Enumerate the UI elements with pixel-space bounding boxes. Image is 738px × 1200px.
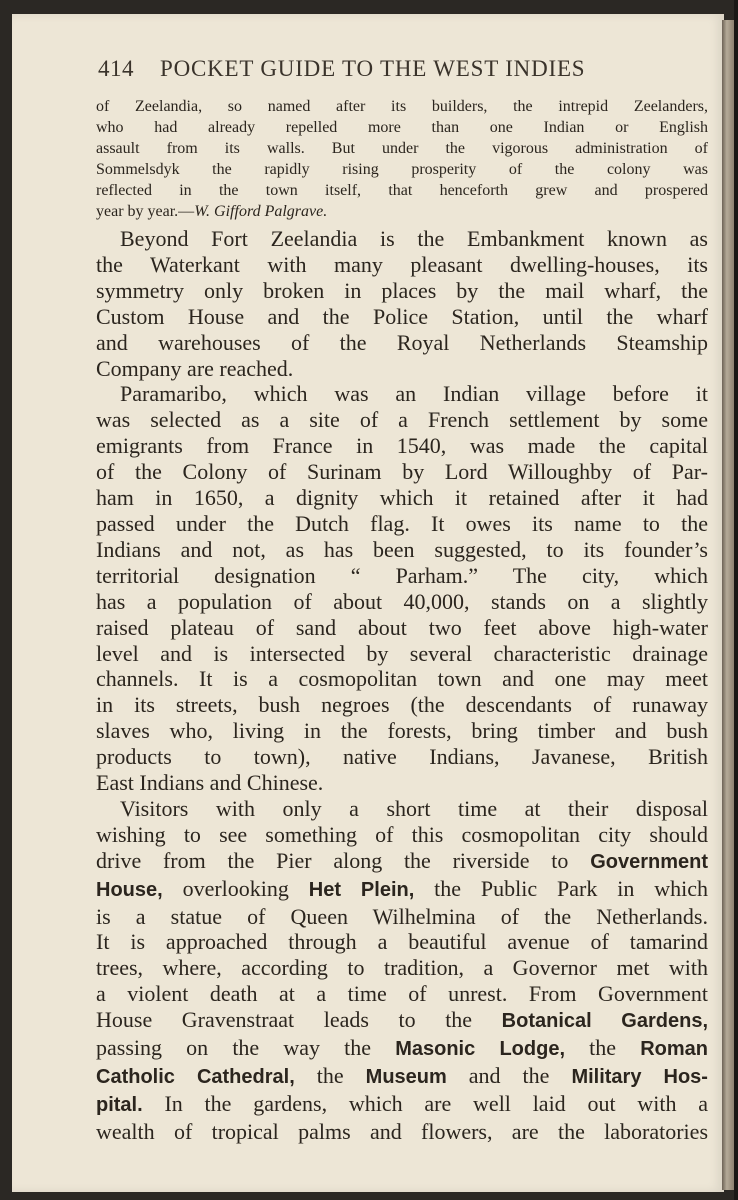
paragraph-line: symmetry only broken in places by the mail wharf, the xyxy=(96,277,708,303)
paragraph-line: was selected as a site of a French settlement by some xyxy=(96,407,708,433)
text-run: overlooking xyxy=(162,875,309,901)
text-run: House Gravenstraat leads to the xyxy=(96,1007,502,1033)
paragraph-line: of the Colony of Surinam by Lord Willoughby of Par- xyxy=(96,459,708,485)
extract-line-text: year by year.— xyxy=(96,203,195,220)
place-name-botanical-gardens: Botanical Gardens, xyxy=(501,1010,709,1033)
paragraph-line xyxy=(96,876,708,904)
paragraph-line: emigrants from France in 1540, was made the capital xyxy=(96,433,708,459)
place-name-masonic-lodge: Masonic Lodge, xyxy=(395,1038,566,1061)
paragraph-line: Company are reached. xyxy=(96,355,294,381)
page-number: 414 xyxy=(98,56,134,81)
text-run: drive from the Pier along the riverside to xyxy=(96,847,591,873)
paragraph-line: Custom House and the Police Station, until the wharf xyxy=(96,303,708,329)
text-run: In the gardens, which are well laid out with a xyxy=(142,1090,708,1116)
page-edge xyxy=(734,0,738,1200)
paragraph-line: East Indians and Chinese. xyxy=(96,770,324,796)
paragraph-line: territorial designation “ Parham.” The city, which xyxy=(96,562,708,588)
extract-last-line xyxy=(96,201,708,222)
running-title: POCKET GUIDE TO THE WEST INDIES xyxy=(160,56,586,81)
paragraph-line: channels. It is a cosmopolitan town and one may meet xyxy=(96,666,708,692)
paragraph-line: Beyond Fort Zeelandia is the Embankment known as xyxy=(120,226,708,251)
paragraph-line: wealth of tropical palms and flowers, are the laboratories xyxy=(96,1118,708,1144)
paragraph-line: passed under the Dutch flag. It owes its name to the xyxy=(96,510,708,536)
text-run: the xyxy=(565,1035,641,1061)
paragraph-line: trees, where, according to tradition, a Governor met with xyxy=(96,955,708,981)
paragraph-line xyxy=(96,1063,708,1091)
paragraph-line: products to town), native Indians, Javanese, British xyxy=(96,744,708,770)
place-name-museum: Museum xyxy=(365,1066,447,1088)
paragraph-line: in its streets, bush negroes (the descendants of runaway xyxy=(96,692,708,718)
extract-author: W. Gifford Palgrave. xyxy=(194,203,328,220)
text-run: and the xyxy=(446,1063,572,1088)
text-run: passing on the way the xyxy=(96,1035,396,1061)
paragraph-line: Visitors with only a short time at their disposal xyxy=(120,795,708,821)
body-text xyxy=(96,226,708,1145)
place-name-military-hospital: pital. xyxy=(96,1093,143,1116)
place-name-roman-catholic-cathedral: Catholic Cathedral, xyxy=(96,1066,295,1088)
place-name-roman-catholic-cathedral: Roman xyxy=(640,1038,709,1061)
paragraph-line xyxy=(96,1035,708,1063)
paragraph-line: raised plateau of sand about two feet above high-water xyxy=(96,614,708,640)
place-name-het-plein: Het Plein, xyxy=(308,878,415,901)
paragraph-line: has a population of about 40,000, stands on a slightly xyxy=(96,588,708,614)
paragraph-line: and warehouses of the Royal Netherlands Steamship xyxy=(96,329,708,355)
paragraph-line: ham in 1650, a dignity which it retained after it had xyxy=(96,485,708,511)
running-header xyxy=(88,52,668,92)
paragraph-line: a violent death at a time of unrest. From Government xyxy=(96,981,708,1007)
paragraph-line xyxy=(96,1007,708,1035)
paragraph-line: is a statue of Queen Wilhelmina of the Netherlands. xyxy=(96,903,708,929)
paragraph-line: level and is intersected by several characteristic drainage xyxy=(96,640,708,666)
extract-line: Sommelsdyk the rapidly rising prosperity of the colony was xyxy=(96,161,708,178)
paragraph-line xyxy=(96,1091,708,1119)
extract-line: reflected in the town itself, that henceforth grew and prospered xyxy=(96,182,708,199)
place-name-government-house: House, xyxy=(96,878,163,901)
quoted-extract xyxy=(96,96,708,222)
paragraph-line: Indians and not, as has been suggested, to its founder’s xyxy=(96,536,708,562)
text-run: the xyxy=(294,1063,366,1088)
paragraph-line: It is approached through a beautiful avenue of tamarind xyxy=(96,929,708,955)
extract-line: who had already repelled more than one Indian or English xyxy=(96,119,708,136)
extract-line: of Zeelandia, so named after its builders, the intrepid Zeelanders, xyxy=(96,98,708,115)
paragraph-line: slaves who, living in the forests, bring timber and bush xyxy=(96,718,708,744)
extract-line: assault from its walls. But under the vigorous administration of xyxy=(96,140,708,157)
place-name-government-house: Government xyxy=(590,850,708,873)
paragraph-line: wishing to see something of this cosmopolitan city should xyxy=(96,821,708,847)
place-name-military-hospital: Military Hos- xyxy=(571,1066,708,1088)
paragraph-line xyxy=(96,848,708,876)
text-run: the Public Park in which xyxy=(414,875,708,901)
book-gutter xyxy=(722,20,734,1190)
paragraph-line: Paramaribo, which was an Indian village before it xyxy=(120,381,708,407)
paragraph-line: the Waterkant with many pleasant dwelling-houses, its xyxy=(96,251,708,277)
